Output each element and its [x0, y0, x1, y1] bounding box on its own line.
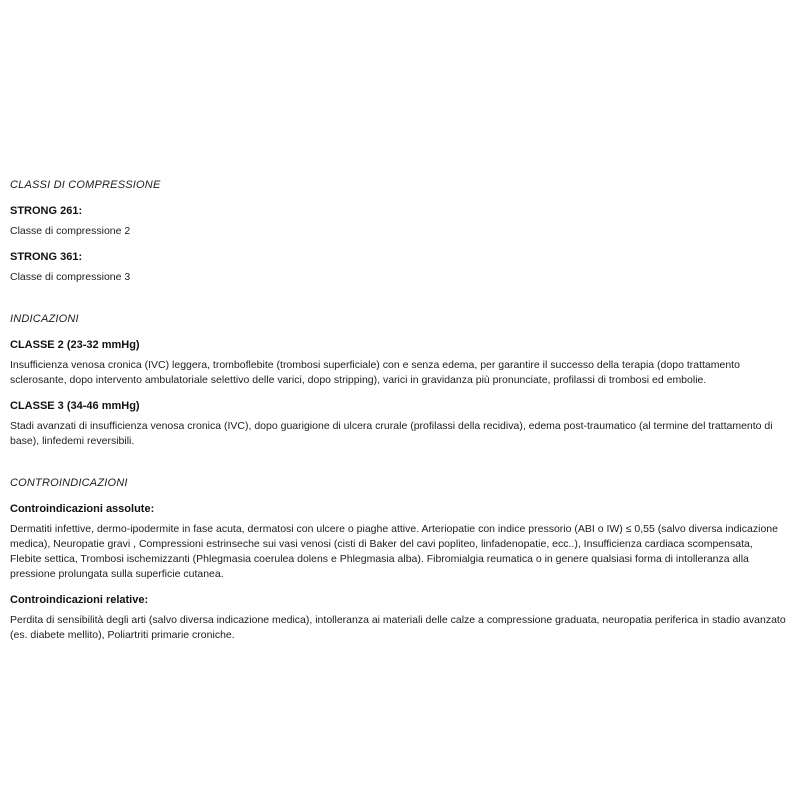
- item-text: Dermatiti infettive, dermo-ipodermite in fase acuta, dermatosi con ulcere o piaghe attive. Arteriopatie con indice pressorio (ABI o IW) ≤ 0,55 (salvo diversa indicazione medica), Neuropatie gravi , Compressioni estrinseche sui vasi venosi (cisti di Baker del cavi popliteo, linfadenopatie, ecc..), Insufficienza cardiaca scompensata, Flebite settica, Trombosi ischemizzanti (Phlegmasia coerulea dolens e Phlegmasia alba). Fibromialgia reumatica o in genere qualsiasi forma di intolleranza alla pressione prolungata sulla superficie cutanea.: [10, 523, 778, 580]
- section-heading: CLASSI DI COMPRESSIONE: [10, 179, 161, 191]
- item-label: STRONG 261:: [10, 205, 83, 217]
- item-text: Perdita di sensibilità degli arti (salvo diversa indicazione medica), intolleranza ai materiali delle calze a compressione graduata, neuropatia periferica in stadio avanzato (es. diabete mellito), Poliartriti primarie croniche.: [10, 614, 786, 641]
- item-label: CLASSE 3 (34-46 mmHg): [10, 400, 140, 412]
- item-text: Classe di compressione 2: [10, 225, 131, 237]
- item-label: CLASSE 2 (23-32 mmHg): [10, 339, 140, 351]
- section-contraindications: [10, 476, 786, 643]
- item-text: Insufficienza venosa cronica (IVC) leggera, tromboflebite (trombosi superficiale) con e senza edema, per garantire il successo della terapia (dopo trattamento sclerosante, dopo intervento ambulatoriale selettivo delle varici, dopo stripping), varici in gravidanza più pronunciate, profilassi di trombosi ed embolie.: [10, 359, 740, 386]
- item-text: Stadi avanzati di insufficienza venosa cronica (IVC), dopo guarigione di ulcera crurale (profilassi della recidiva), edema post-traumatico (al termine del trattamento di base), linfedemi reversibili.: [10, 420, 773, 447]
- item-label: Controindicazioni assolute:: [10, 503, 155, 515]
- item-text: Classe di compressione 3: [10, 271, 131, 283]
- section-compression-classes: [10, 178, 786, 285]
- section-heading: CONTROINDICAZIONI: [10, 477, 128, 489]
- section-indications: [10, 312, 786, 449]
- section-heading: INDICAZIONI: [10, 313, 79, 325]
- item-label: STRONG 361:: [10, 251, 83, 263]
- item-label: Controindicazioni relative:: [10, 594, 149, 606]
